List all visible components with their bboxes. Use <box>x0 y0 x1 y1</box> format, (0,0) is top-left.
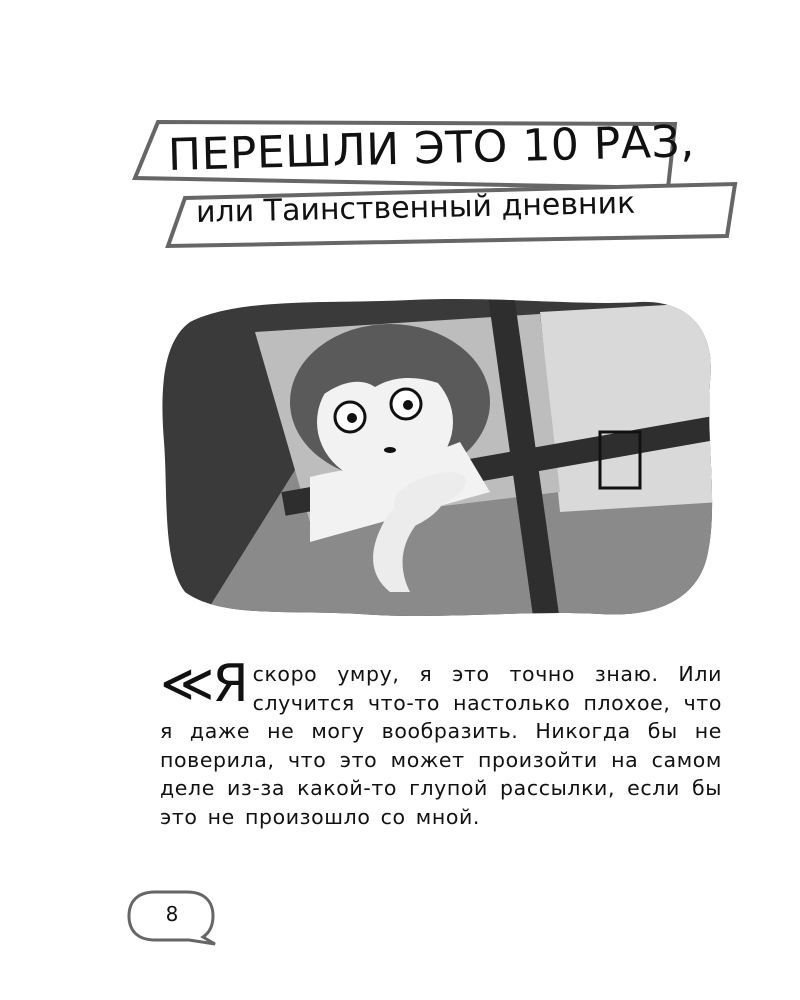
chapter-subtitle: или Таинственный дневник <box>195 185 636 230</box>
drop-cap-letter: Я <box>212 654 247 714</box>
drop-cap <box>160 654 247 714</box>
body-paragraph <box>160 654 722 832</box>
page-number: 8 <box>165 902 179 926</box>
illustration-girl-in-bed <box>160 292 720 622</box>
paragraph-text: скоро умру, я это точно знаю. Или случится что-то настолько плохое, что я даже не могу вообразить. Никогда бы не поверила, что это может произойти на самом деле из-за какой-то глупой рассылки, если бы это не произошло со мной. <box>160 662 722 829</box>
opening-quote: ≪ <box>160 654 213 714</box>
chapter-title: ПЕРЕШЛИ ЭТО 10 РАЗ, <box>167 116 696 181</box>
